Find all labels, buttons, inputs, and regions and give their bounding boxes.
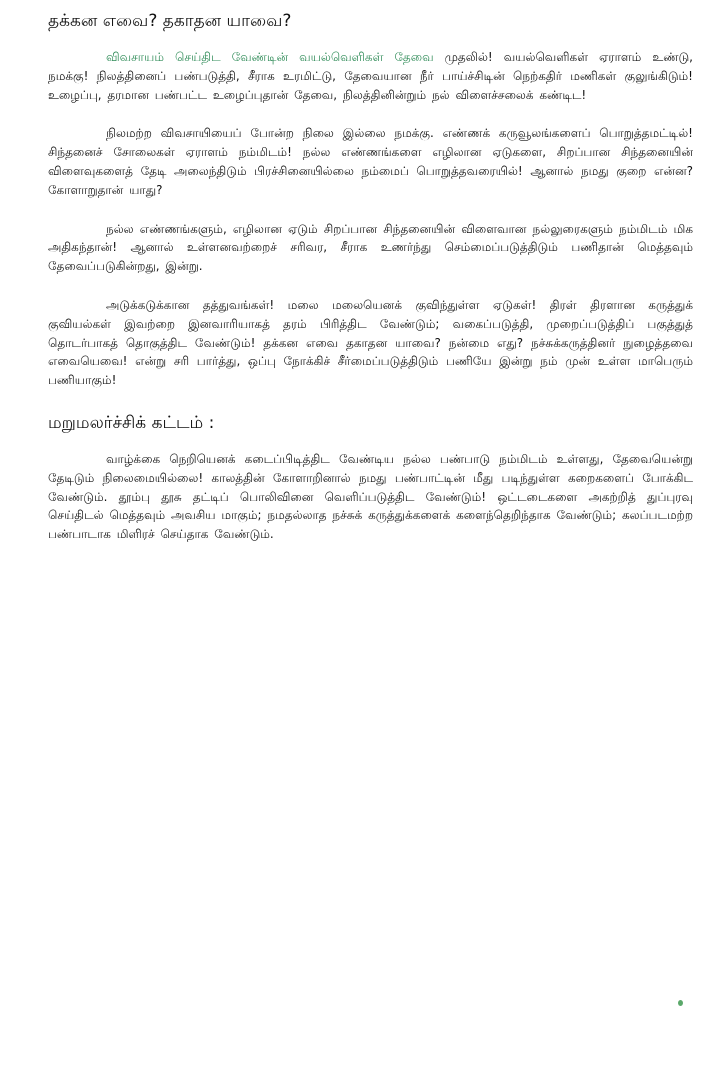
paragraph-1 [48,48,693,104]
paragraph-2-body: நிலமற்ற விவசாயியைப் போன்ற நிலை இல்லை நமக்கு. எண்ணக் கருவூலங்களைப் பொறுத்தமட்டில்! சிந்தனைச் சோலைகள் ஏராளம் நம்மிடம்! நல்ல எண்ணங்களை எழிலான ஏடுகளை, சிறப்பான சிந்தனையின் விளைவுகளைத் தேடி அலைந்திடும் பிரச்சினையில்லை நம்மைப் பொறுத்தவரையில்! ஆனால் நமது குறை என்ன? கோளாறுதான் யாது? [48,126,693,197]
section-heading-suitable: தக்கன எவை? தகாதன யாவை? [48,11,292,31]
paragraph-5 [48,450,693,544]
scan-mark-dot [678,1000,683,1006]
paragraph-5-body: வாழ்க்கை நெறியெனக் கடைப்பிடித்திட வேண்டிய நல்ல பண்பாடு நம்மிடம் உள்ளது, தேவையென்று தேடிடும் நிலைமையில்லை! காலத்தின் கோளாறினால் நமது பண்பாட்டின் மீது படிந்துள்ள கறைகளைப் போக்கிட வேண்டும். தூம்பு தூசு தட்டிப் பொலிவினை வெளிப்படுத்திட வேண்டும்! ஒட்டடைகளை அகற்றித் துப்புரவு செய்திடல் மெத்தவும் அவசிய மாகும்; நமதல்லாத நச்சுக் கருத்துக்களைக் களைந்தெறிந்தாக வேண்டும்; கலப்படமற்ற பண்பாடாக மிளிரச் செய்தாக வேண்டும். [48,451,693,542]
paragraph-3 [48,220,693,276]
paragraph-1-body: முதலில்! வயல்வெளிகள் ஏராளம் உண்டு, நமக்கு! நிலத்தினைப் பண்படுத்தி, சீராக உரமிட்டு, தேவையான நீர் பாய்ச்சிடின் நெற்கதிர் மணிகள் குலுங்கிடும்! உழைப்பு, தரமான பண்பட்ட உழைப்புதான் தேவை, நிலத்தினின்றும் நல் விளைச்சலைக் கண்டிட! [48,50,693,102]
section-heading-renaissance: மறுமலர்ச்சிக் கட்டம் : [48,412,215,433]
paragraph-1-lead: விவசாயம் செய்திட வேண்டின் வயல்வெளிகள் தேவை [106,50,434,64]
paragraph-4-body: அடுக்கடுக்கான தத்துவங்கள்! மலை மலையெனக் குவிந்துள்ள ஏடுகள்! திரள் திரளான கருத்துக் குவியல்கள் இவற்றை இனவாரியாகத் தரம் பிரித்திட வேண்டும்; வகைப்படுத்தி, முறைப்படுத்திப் பகுத்துத் தொடர்பாகத் தொகுத்திட வேண்டும்! தக்கன எவை தகாதன யாவை? நன்மை எது? நச்சுக்கருத்தினர் நுழைத்தவை எவையெவை! என்று சரி பார்த்து, ஒப்பு நோக்கிச் சீர்மைப்படுத்திடும் பணியே இன்று நம் முன் உள்ள மாபெரும் பணியாகும்! [48,297,693,388]
paragraph-4 [48,296,693,390]
paragraph-3-body: நல்ல எண்ணங்களும், எழிலான ஏடும் சிறப்பான சிந்தனையின் விளைவான நல்லுரைகளும் நம்மிடம் மிக அதிகந்தான்! ஆனால் உள்ளனவற்றைச் சரிவர, சீராக உணர்ந்து செம்மைப்படுத்திடும் பணிதான் மெத்தவும் தேவைப்படுகின்றது, இன்று. [48,221,693,274]
paragraph-2 [48,124,693,199]
